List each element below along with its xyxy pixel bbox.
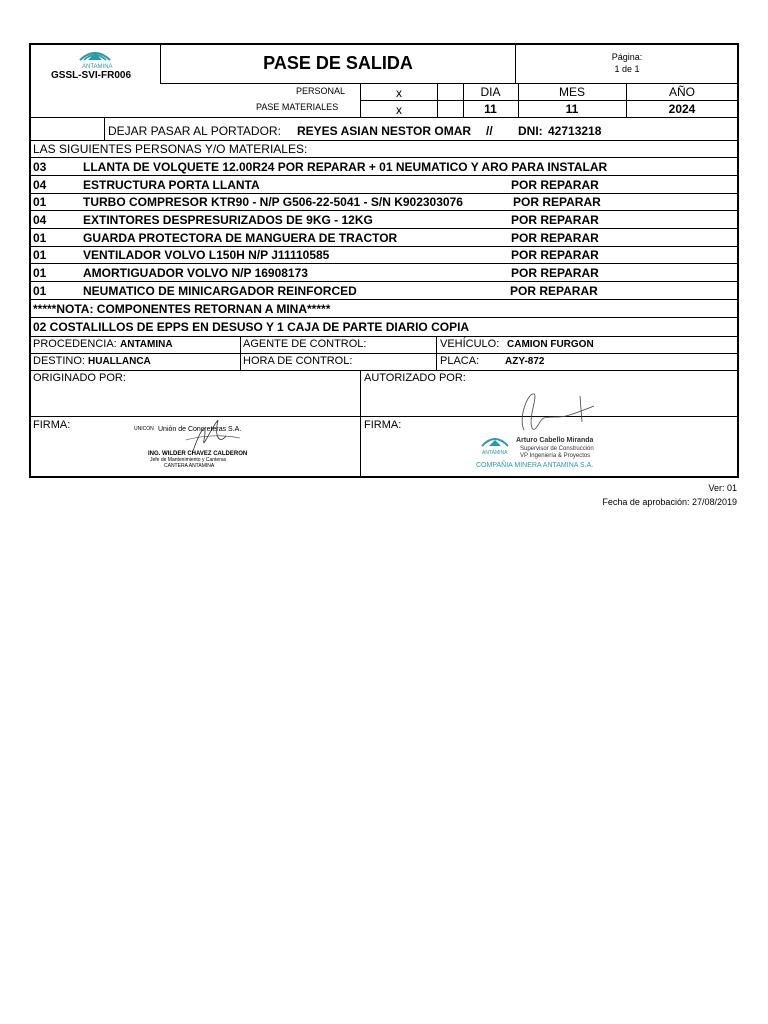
materials-label: PASE MATERIALES xyxy=(256,102,339,112)
item-description: TURBO COMPRESOR KTR90 - N/P G506-22-5041 - S/N K902303076 xyxy=(83,195,463,209)
item-qty: 04 xyxy=(33,178,47,192)
mes-label: MES xyxy=(558,85,585,99)
item-description: VENTILADOR VOLVO L150H N/P J11110585 xyxy=(83,248,330,262)
antamina-stamp: ANTAMINA Arturo Cabello Miranda Supervisor de Construcción VP Ingeniería & Proyectos COMPAÑIA MINERA ANTAMINA S.A. xyxy=(474,388,614,472)
item-description: GUARDA PROTECTORA DE MANGUERA DE TRACTOR xyxy=(83,231,398,245)
signature-right-icon xyxy=(514,388,604,434)
dia-label: DIA xyxy=(480,85,501,99)
item-qty: 04 xyxy=(33,213,47,227)
page-label: Página: xyxy=(611,52,643,62)
procedencia-value: ANTAMINA xyxy=(120,339,173,350)
hora-label: HORA DE CONTROL: xyxy=(243,355,353,367)
item-status: POR REPARAR xyxy=(513,195,601,209)
item-qty: 01 xyxy=(33,266,47,280)
anio-value: 2024 xyxy=(668,102,696,116)
item-description: LLANTA DE VOLQUETE 12.00R24 POR REPARAR + 01 NEUMATICO Y ARO PARA INSTALAR xyxy=(83,160,608,174)
dia-value: 11 xyxy=(484,102,497,116)
note-line: *****NOTA: COMPONENTES RETORNAN A MINA***** xyxy=(33,302,331,316)
version-label: Ver: 01 xyxy=(708,483,737,493)
item-status: POR REPARAR xyxy=(510,284,598,298)
item-qty: 01 xyxy=(33,284,47,298)
placa-label: PLACA: xyxy=(440,355,480,367)
page-value: 1 de 1 xyxy=(614,64,640,74)
item-description: NEUMATICO DE MINICARGADOR REINFORCED xyxy=(83,284,357,298)
item-description: AMORTIGUADOR VOLVO N/P 16908173 xyxy=(83,266,308,280)
personal-mark: x xyxy=(396,86,402,100)
bearer-name: REYES ASIAN NESTOR OMAR xyxy=(297,124,472,138)
vehiculo-label: VEHÍCULO: xyxy=(440,338,500,350)
items-header: LAS SIGUIENTES PERSONAS Y/O MATERIALES: xyxy=(33,142,308,156)
autorizado-label: AUTORIZADO POR: xyxy=(364,372,466,384)
destino-label: DESTINO: xyxy=(33,355,85,367)
item-description: EXTINTORES DESPRESURIZADOS DE 9KG - 12KG xyxy=(83,213,373,227)
antamina-stamp-logo-icon xyxy=(480,432,510,450)
item-status: POR REPARAR xyxy=(511,266,599,280)
bearer-label: DEJAR PASAR AL PORTADOR: xyxy=(108,124,281,138)
vehiculo-value: CAMION FURGON xyxy=(507,339,594,350)
item-status: POR REPARAR xyxy=(511,178,599,192)
page-title: PASE DE SALIDA xyxy=(263,53,413,73)
dni-label: DNI: xyxy=(518,124,543,138)
materials-mark: x xyxy=(396,103,402,117)
agente-label: AGENTE DE CONTROL: xyxy=(243,338,367,350)
item-qty: 01 xyxy=(33,248,47,262)
form-code: GSSL-SVI-FR006 xyxy=(51,70,132,81)
item-status: POR REPARAR xyxy=(511,213,599,227)
item-status: POR REPARAR xyxy=(511,248,599,262)
item-description: ESTRUCTURA PORTA LLANTA xyxy=(83,178,260,192)
item-status: POR REPARAR xyxy=(511,231,599,245)
extra-line: 02 COSTALILLOS DE EPPS EN DESUSO Y 1 CAJA DE PARTE DIARIO COPIA xyxy=(33,320,470,334)
firma-right-label: FIRMA: xyxy=(364,419,402,431)
originado-label: ORIGINADO POR: xyxy=(33,372,126,384)
mes-value: 11 xyxy=(565,102,579,116)
personal-label: PERSONAL xyxy=(296,86,346,96)
dni-value: 42713218 xyxy=(548,124,602,138)
destino-value: HUALLANCA xyxy=(88,356,151,367)
item-qty: 01 xyxy=(33,231,47,245)
bearer-separator: // xyxy=(486,124,493,138)
anio-label: AÑO xyxy=(668,85,695,99)
procedencia-label: PROCEDENCIA: xyxy=(33,338,117,350)
placa-value: AZY-872 xyxy=(505,356,545,367)
unicon-stamp: UNICON Unión de Concreteras S.A. ING. WILDER CHAVEZ CALDERON Jefe de Mantenimiento y Canteras CANTERA ANTAMINA xyxy=(130,410,260,472)
item-qty: 03 xyxy=(33,160,47,174)
approval-date: Fecha de aprobación: 27/08/2019 xyxy=(602,497,737,507)
item-qty: 01 xyxy=(33,195,47,209)
firma-left-label: FIRMA: xyxy=(33,419,71,431)
antamina-logo-text: ANTAMINA xyxy=(82,64,113,70)
